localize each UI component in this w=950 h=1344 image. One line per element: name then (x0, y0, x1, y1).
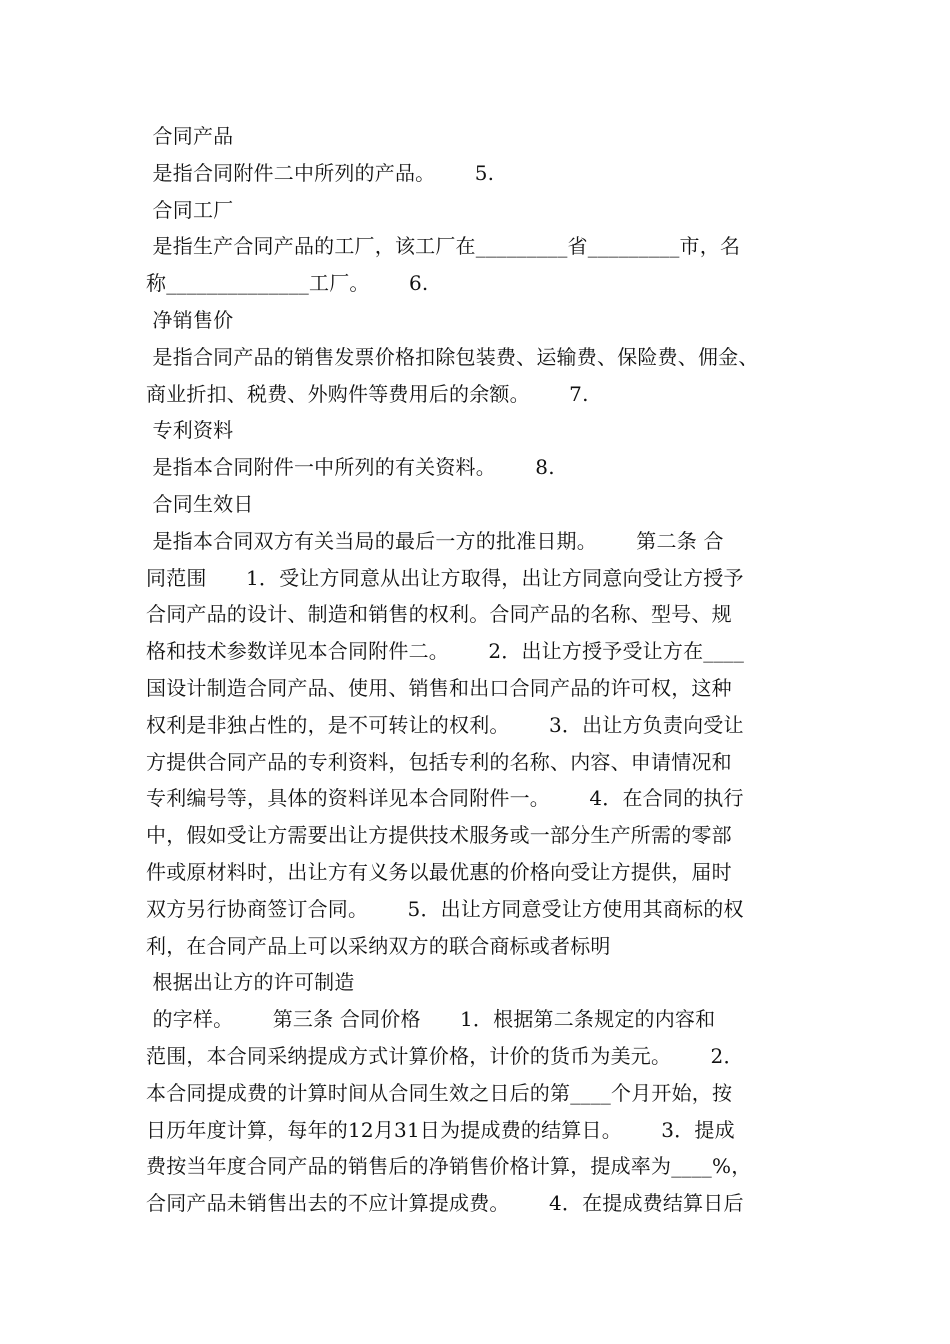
text-line: 是指生产合同产品的工厂，该工厂在_________省_________市，名 (146, 234, 741, 259)
text-line: 合同产品未销售出去的不应计算提成费。 4．在提成费结算日后 (146, 1191, 744, 1216)
text-line: 是指合同产品的销售发票价格扣除包装费、运输费、保险费、佣金、 (146, 344, 759, 369)
text-line: 合同产品的设计、制造和销售的权利。合同产品的名称、型号、规 (146, 602, 732, 627)
text-line: 是指合同附件二中所列的产品。 5. (146, 160, 495, 185)
text-line: 合同工厂 (146, 197, 234, 222)
text-line: 商业折扣、税费、外购件等费用后的余额。 7. (146, 381, 589, 406)
text-line: 专利资料 (146, 418, 234, 443)
text-line: 根据出让方的许可制造 (146, 970, 355, 995)
text-line: 中，假如受让方需要出让方提供技术服务或一部分生产所需的零部 (146, 823, 732, 848)
text-line: 利，在合同产品上可以采纳双方的联合商标或者标明 (146, 933, 611, 958)
text-line: 权利是非独占性的，是不可转让的权利。 3．出让方负责向受让 (146, 712, 744, 737)
text-line: 的字样。 第三条 合同价格 1．根据第二条规定的内容和 (146, 1007, 716, 1032)
text-line: 是指本合同附件一中所列的有关资料。 8. (146, 455, 555, 480)
text-line: 合同产品 (146, 124, 234, 148)
text-line: 本合同提成费的计算时间从合同生效之日后的第____个月开始，按 (146, 1080, 733, 1105)
text-line: 净销售价 (146, 307, 234, 332)
text-line: 范围，本合同采纳提成方式计算价格，计价的货币为美元。 2． (146, 1043, 744, 1068)
text-line: 双方另行协商签订合同。 5．出让方同意受让方使用其商标的权 (146, 896, 744, 921)
text-line: 合同生效日 (146, 491, 254, 516)
text-line: 费按当年度合同产品的销售后的净销售价格计算，提成率为____%， (146, 1154, 752, 1179)
text-line: 同范围 1．受让方同意从出让方取得，出让方同意向受让方授予 (146, 565, 744, 590)
text-line: 国设计制造合同产品、使用、销售和出口合同产品的许可权，这种 (146, 675, 732, 700)
text-line: 格和技术参数详见本合同附件二。 2．出让方授予受让方在____ (146, 639, 745, 664)
text-line: 专利编号等，具体的资料详见本合同附件一。 4．在合同的执行 (146, 786, 744, 811)
text-line: 称______________工厂。 6. (146, 271, 429, 296)
contract-text (146, 118, 826, 1222)
text-line: 件或原材料时，出让方有义务以最优惠的价格向受让方提供，届时 (146, 859, 732, 884)
text-line: 是指本合同双方有关当局的最后一方的批准日期。 第二条 合 (146, 528, 724, 553)
text-line: 方提供合同产品的专利资料，包括专利的名称、内容、申请情况和 (146, 749, 732, 774)
text-line: 日历年度计算，每年的12月31日为提成费的结算日。 3．提成 (146, 1117, 735, 1142)
